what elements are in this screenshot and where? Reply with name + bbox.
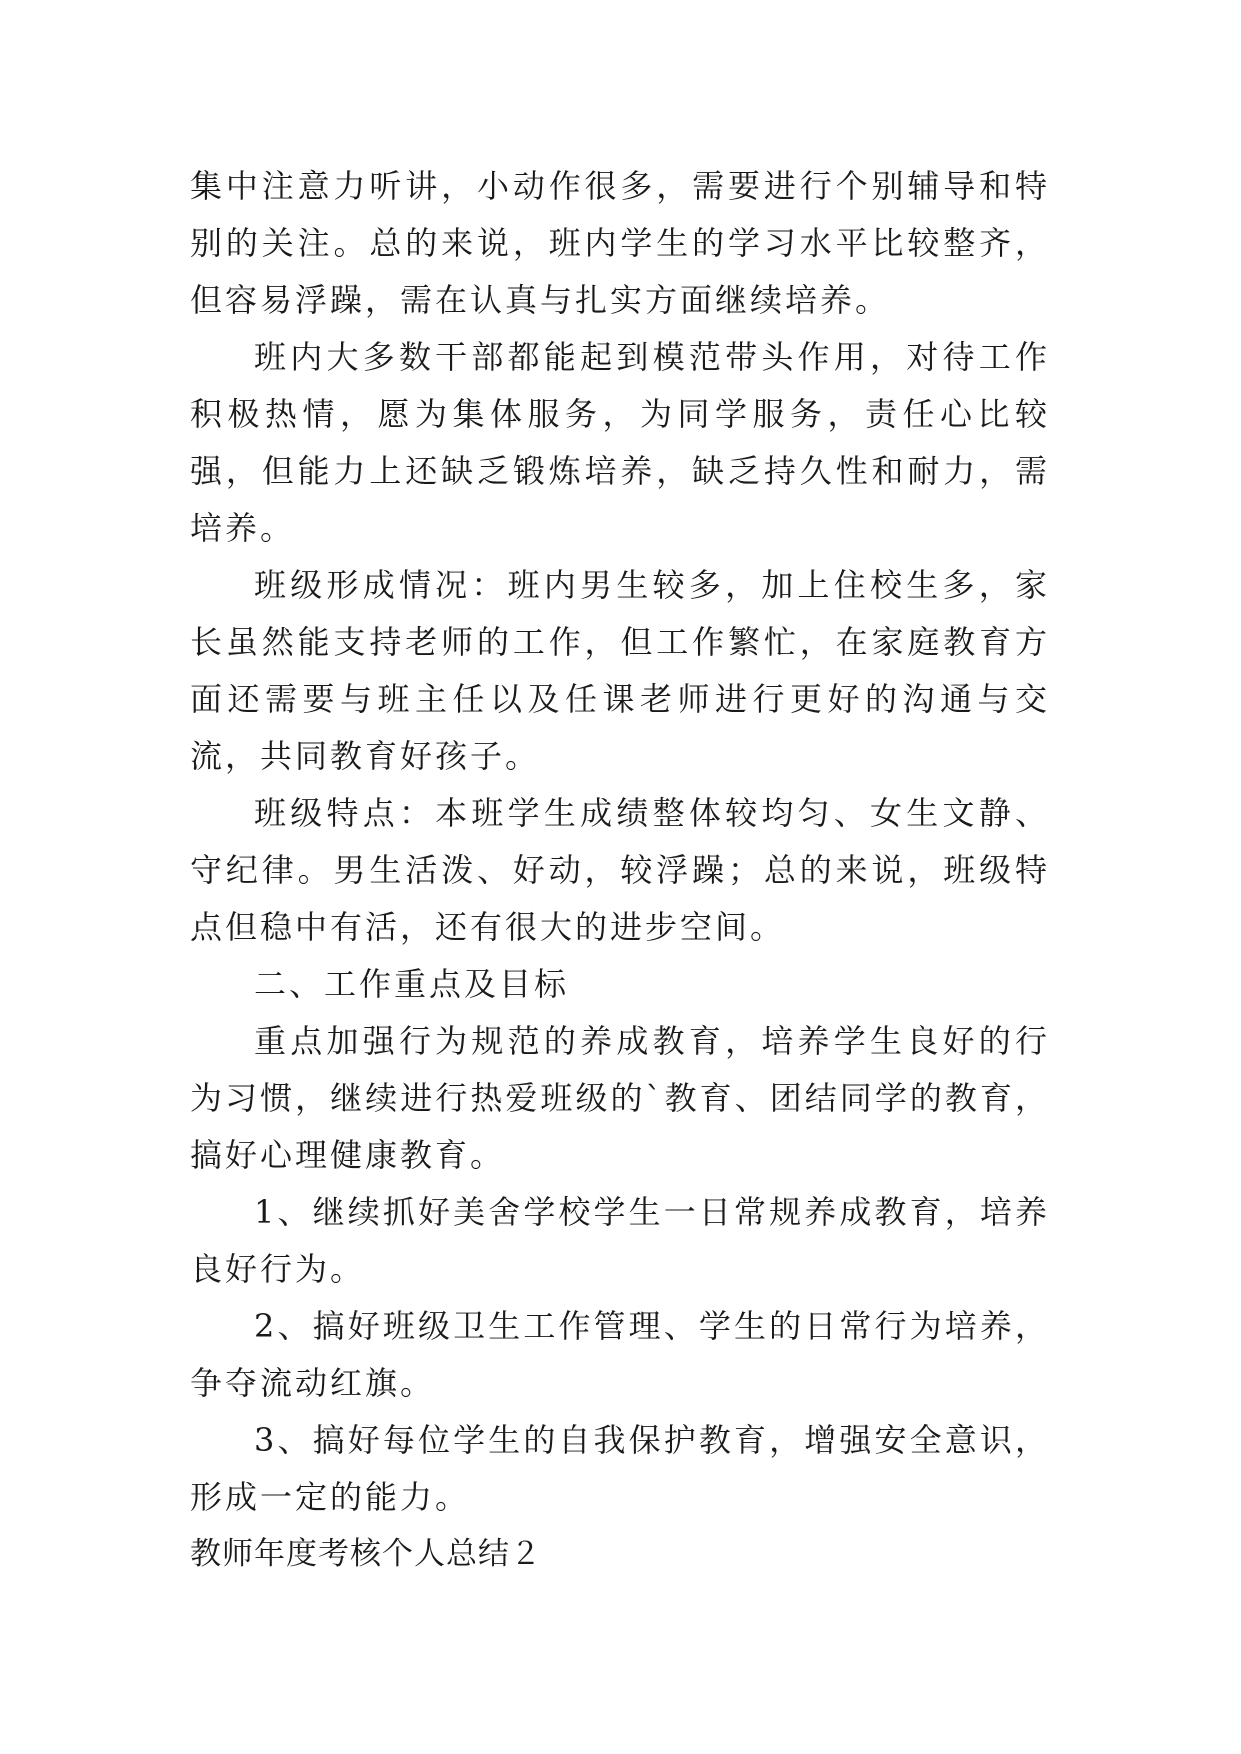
next-document-title: 教师年度考核个人总结２ bbox=[190, 1536, 542, 1572]
paragraph-class-formation: 班级形成情况：班内男生较多，加上住校生多，家长虽然能支持老师的工作，但工作繁忙，在家庭教育方面还需要与班主任以及任课老师进行更好的沟通与交流，共同教育好孩子。 bbox=[190, 566, 1050, 775]
paragraph-goals-intro: 重点加强行为规范的养成教育，培养学生良好的行为习惯，继续进行热爱班级的`教育、团结同学的教育，搞好心理健康教育。 bbox=[190, 1022, 1050, 1174]
list-item-goal-3: 3、搞好每位学生的自我保护教育，增强安全意识，形成一定的能力。 bbox=[190, 1421, 1050, 1516]
list-item-goal-1: 1、继续抓好美舍学校学生一日常规养成教育，培养良好行为。 bbox=[190, 1193, 1050, 1288]
section-heading-goals: 二、工作重点及目标 bbox=[254, 965, 570, 1003]
paragraph-class-features: 班级特点：本班学生成绩整体较均匀、女生文静、守纪律。男生活泼、好动，较浮躁；总的来说，班级特点但稳中有活，还有很大的进步空间。 bbox=[190, 794, 1050, 946]
paragraph-cadres: 班内大多数干部都能起到模范带头作用，对待工作积极热情，愿为集体服务，为同学服务，责任心比较强，但能力上还缺乏锻炼培养，缺乏持久性和耐力，需培养。 bbox=[190, 338, 1050, 547]
document-page bbox=[190, 158, 1050, 1583]
paragraph-attention: 集中注意力听讲，小动作很多，需要进行个别辅导和特别的关注。总的来说，班内学生的学习水平比较整齐，但容易浮躁，需在认真与扎实方面继续培养。 bbox=[190, 167, 1050, 319]
list-item-goal-2: 2、搞好班级卫生工作管理、学生的日常行为培养，争夺流动红旗。 bbox=[190, 1307, 1050, 1402]
